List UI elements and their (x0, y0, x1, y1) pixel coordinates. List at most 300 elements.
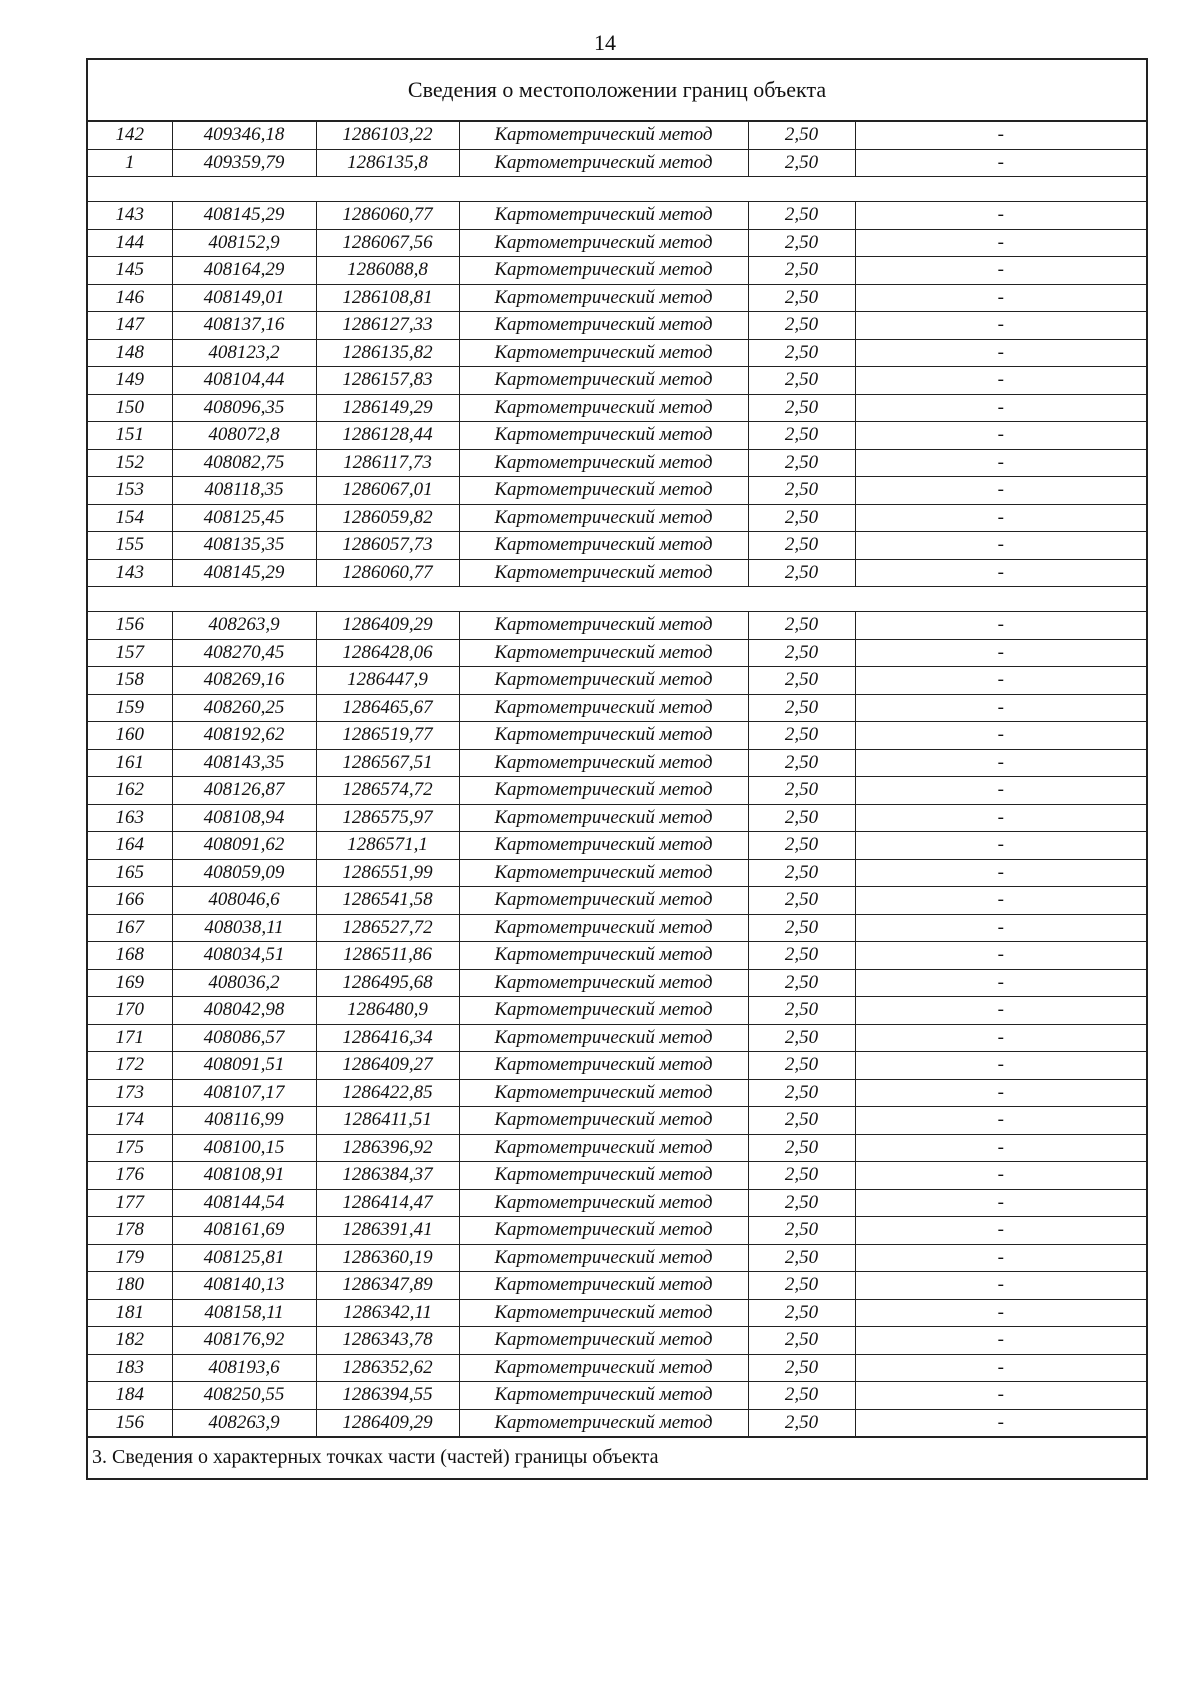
table-row (88, 832, 1146, 860)
description-cell: - (855, 559, 1146, 587)
y-coordinate-cell: 1286360,19 (316, 1244, 459, 1272)
method-cell: Картометрический метод (459, 559, 748, 587)
y-coordinate-cell: 1286117,73 (316, 449, 459, 477)
accuracy-cell: 2,50 (748, 749, 855, 777)
x-coordinate-cell: 408135,35 (172, 532, 316, 560)
y-coordinate-cell: 1286128,44 (316, 422, 459, 450)
y-coordinate-cell: 1286347,89 (316, 1272, 459, 1300)
table-row (88, 532, 1146, 560)
description-cell: - (855, 749, 1146, 777)
y-coordinate-cell: 1286414,47 (316, 1189, 459, 1217)
description-cell: - (855, 1052, 1146, 1080)
method-cell: Картометрический метод (459, 202, 748, 230)
method-cell: Картометрический метод (459, 284, 748, 312)
point-number-cell: 168 (88, 942, 172, 970)
y-coordinate-cell: 1286519,77 (316, 722, 459, 750)
x-coordinate-cell: 408125,45 (172, 504, 316, 532)
table-row (88, 1107, 1146, 1135)
accuracy-cell: 2,50 (748, 477, 855, 505)
point-number-cell: 156 (88, 1409, 172, 1437)
x-coordinate-cell: 408046,6 (172, 887, 316, 915)
accuracy-cell: 2,50 (748, 422, 855, 450)
accuracy-cell: 2,50 (748, 1217, 855, 1245)
table-row (88, 202, 1146, 230)
y-coordinate-cell: 1286103,22 (316, 122, 459, 150)
method-cell: Картометрический метод (459, 667, 748, 695)
y-coordinate-cell: 1286409,27 (316, 1052, 459, 1080)
table-row (88, 859, 1146, 887)
point-number-cell: 152 (88, 449, 172, 477)
point-number-cell: 149 (88, 367, 172, 395)
x-coordinate-cell: 408036,2 (172, 969, 316, 997)
x-coordinate-cell: 408263,9 (172, 1409, 316, 1437)
method-cell: Картометрический метод (459, 887, 748, 915)
point-number-cell: 166 (88, 887, 172, 915)
table-row (88, 422, 1146, 450)
description-cell: - (855, 312, 1146, 340)
method-cell: Картометрический метод (459, 149, 748, 177)
x-coordinate-cell: 408260,25 (172, 694, 316, 722)
y-coordinate-cell: 1286527,72 (316, 914, 459, 942)
method-cell: Картометрический метод (459, 1244, 748, 1272)
method-cell: Картометрический метод (459, 339, 748, 367)
method-cell: Картометрический метод (459, 1354, 748, 1382)
method-cell: Картометрический метод (459, 694, 748, 722)
x-coordinate-cell: 408086,57 (172, 1024, 316, 1052)
x-coordinate-cell: 408104,44 (172, 367, 316, 395)
point-number-cell: 1 (88, 149, 172, 177)
y-coordinate-cell: 1286411,51 (316, 1107, 459, 1135)
x-coordinate-cell: 408108,94 (172, 804, 316, 832)
x-coordinate-cell: 408034,51 (172, 942, 316, 970)
accuracy-cell: 2,50 (748, 149, 855, 177)
separator-cell (88, 177, 1146, 202)
x-coordinate-cell: 408038,11 (172, 914, 316, 942)
y-coordinate-cell: 1286571,1 (316, 832, 459, 860)
table-row (88, 749, 1146, 777)
x-coordinate-cell: 408123,2 (172, 339, 316, 367)
accuracy-cell: 2,50 (748, 394, 855, 422)
table-row (88, 997, 1146, 1025)
point-number-cell: 176 (88, 1162, 172, 1190)
point-number-cell: 156 (88, 612, 172, 640)
description-cell: - (855, 667, 1146, 695)
x-coordinate-cell: 408118,35 (172, 477, 316, 505)
table-row (88, 559, 1146, 587)
contour-separator-row (88, 587, 1146, 612)
description-cell: - (855, 532, 1146, 560)
point-number-cell: 164 (88, 832, 172, 860)
accuracy-cell: 2,50 (748, 804, 855, 832)
accuracy-cell: 2,50 (748, 887, 855, 915)
description-cell: - (855, 449, 1146, 477)
accuracy-cell: 2,50 (748, 449, 855, 477)
table-row (88, 1327, 1146, 1355)
point-number-cell: 167 (88, 914, 172, 942)
table-row (88, 612, 1146, 640)
point-number-cell: 147 (88, 312, 172, 340)
x-coordinate-cell: 408140,13 (172, 1272, 316, 1300)
point-number-cell: 157 (88, 639, 172, 667)
y-coordinate-cell: 1286396,92 (316, 1134, 459, 1162)
method-cell: Картометрический метод (459, 639, 748, 667)
description-cell: - (855, 1244, 1146, 1272)
point-number-cell: 169 (88, 969, 172, 997)
description-cell: - (855, 257, 1146, 285)
method-cell: Картометрический метод (459, 1299, 748, 1327)
description-cell: - (855, 694, 1146, 722)
description-cell: - (855, 1079, 1146, 1107)
table-row (88, 969, 1146, 997)
accuracy-cell: 2,50 (748, 1024, 855, 1052)
accuracy-cell: 2,50 (748, 1382, 855, 1410)
table-row (88, 229, 1146, 257)
point-number-cell: 142 (88, 122, 172, 150)
description-cell: - (855, 367, 1146, 395)
y-coordinate-cell: 1286067,56 (316, 229, 459, 257)
description-cell: - (855, 504, 1146, 532)
x-coordinate-cell: 408161,69 (172, 1217, 316, 1245)
description-cell: - (855, 777, 1146, 805)
description-cell: - (855, 1189, 1146, 1217)
table-row (88, 339, 1146, 367)
table-row (88, 1134, 1146, 1162)
description-cell: - (855, 1299, 1146, 1327)
accuracy-cell: 2,50 (748, 1272, 855, 1300)
x-coordinate-cell: 408144,54 (172, 1189, 316, 1217)
point-number-cell: 144 (88, 229, 172, 257)
method-cell: Картометрический метод (459, 1272, 748, 1300)
description-cell: - (855, 1217, 1146, 1245)
point-number-cell: 172 (88, 1052, 172, 1080)
description-cell: - (855, 639, 1146, 667)
method-cell: Картометрический метод (459, 859, 748, 887)
x-coordinate-cell: 408125,81 (172, 1244, 316, 1272)
table-title: Сведения о местоположении границ объекта (88, 60, 1146, 121)
y-coordinate-cell: 1286511,86 (316, 942, 459, 970)
accuracy-cell: 2,50 (748, 559, 855, 587)
accuracy-cell: 2,50 (748, 1299, 855, 1327)
accuracy-cell: 2,50 (748, 942, 855, 970)
x-coordinate-cell: 408091,62 (172, 832, 316, 860)
accuracy-cell: 2,50 (748, 969, 855, 997)
accuracy-cell: 2,50 (748, 1244, 855, 1272)
method-cell: Картометрический метод (459, 312, 748, 340)
point-number-cell: 160 (88, 722, 172, 750)
x-coordinate-cell: 408116,99 (172, 1107, 316, 1135)
x-coordinate-cell: 408270,45 (172, 639, 316, 667)
method-cell: Картометрический метод (459, 1079, 748, 1107)
description-cell: - (855, 722, 1146, 750)
point-number-cell: 180 (88, 1272, 172, 1300)
accuracy-cell: 2,50 (748, 832, 855, 860)
accuracy-cell: 2,50 (748, 504, 855, 532)
table-row (88, 1382, 1146, 1410)
description-cell: - (855, 942, 1146, 970)
method-cell: Картометрический метод (459, 1189, 748, 1217)
table-row (88, 1162, 1146, 1190)
point-number-cell: 143 (88, 559, 172, 587)
table-row (88, 122, 1146, 150)
y-coordinate-cell: 1286416,34 (316, 1024, 459, 1052)
x-coordinate-cell: 408059,09 (172, 859, 316, 887)
x-coordinate-cell: 408096,35 (172, 394, 316, 422)
y-coordinate-cell: 1286384,37 (316, 1162, 459, 1190)
x-coordinate-cell: 408042,98 (172, 997, 316, 1025)
section-3-heading: 3. Сведения о характерных точках части (частей) границы объекта (88, 1437, 1146, 1478)
point-number-cell: 153 (88, 477, 172, 505)
y-coordinate-cell: 1286088,8 (316, 257, 459, 285)
point-number-cell: 181 (88, 1299, 172, 1327)
accuracy-cell: 2,50 (748, 1107, 855, 1135)
x-coordinate-cell: 408192,62 (172, 722, 316, 750)
description-cell: - (855, 1327, 1146, 1355)
accuracy-cell: 2,50 (748, 312, 855, 340)
y-coordinate-cell: 1286447,9 (316, 667, 459, 695)
point-number-cell: 183 (88, 1354, 172, 1382)
point-number-cell: 177 (88, 1189, 172, 1217)
point-number-cell: 155 (88, 532, 172, 560)
accuracy-cell: 2,50 (748, 532, 855, 560)
y-coordinate-cell: 1286574,72 (316, 777, 459, 805)
method-cell: Картометрический метод (459, 477, 748, 505)
x-coordinate-cell: 408269,16 (172, 667, 316, 695)
y-coordinate-cell: 1286495,68 (316, 969, 459, 997)
table-row (88, 942, 1146, 970)
x-coordinate-cell: 409359,79 (172, 149, 316, 177)
accuracy-cell: 2,50 (748, 367, 855, 395)
x-coordinate-cell: 408145,29 (172, 202, 316, 230)
method-cell: Картометрический метод (459, 1217, 748, 1245)
description-cell: - (855, 422, 1146, 450)
accuracy-cell: 2,50 (748, 612, 855, 640)
accuracy-cell: 2,50 (748, 1052, 855, 1080)
accuracy-cell: 2,50 (748, 1079, 855, 1107)
point-number-cell: 161 (88, 749, 172, 777)
y-coordinate-cell: 1286352,62 (316, 1354, 459, 1382)
description-cell: - (855, 1134, 1146, 1162)
description-cell: - (855, 1107, 1146, 1135)
accuracy-cell: 2,50 (748, 859, 855, 887)
method-cell: Картометрический метод (459, 1134, 748, 1162)
method-cell: Картометрический метод (459, 1409, 748, 1437)
method-cell: Картометрический метод (459, 394, 748, 422)
x-coordinate-cell: 408158,11 (172, 1299, 316, 1327)
description-cell: - (855, 1382, 1146, 1410)
x-coordinate-cell: 408152,9 (172, 229, 316, 257)
x-coordinate-cell: 408143,35 (172, 749, 316, 777)
x-coordinate-cell: 408072,8 (172, 422, 316, 450)
description-cell: - (855, 612, 1146, 640)
x-coordinate-cell: 408082,75 (172, 449, 316, 477)
y-coordinate-cell: 1286343,78 (316, 1327, 459, 1355)
table-row (88, 477, 1146, 505)
description-cell: - (855, 832, 1146, 860)
method-cell: Картометрический метод (459, 1107, 748, 1135)
method-cell: Картометрический метод (459, 942, 748, 970)
point-number-cell: 143 (88, 202, 172, 230)
method-cell: Картометрический метод (459, 257, 748, 285)
x-coordinate-cell: 408091,51 (172, 1052, 316, 1080)
y-coordinate-cell: 1286067,01 (316, 477, 459, 505)
table-row (88, 1409, 1146, 1437)
description-cell: - (855, 1272, 1146, 1300)
accuracy-cell: 2,50 (748, 202, 855, 230)
accuracy-cell: 2,50 (748, 777, 855, 805)
description-cell: - (855, 997, 1146, 1025)
description-cell: - (855, 887, 1146, 915)
description-cell: - (855, 477, 1146, 505)
table-row (88, 367, 1146, 395)
y-coordinate-cell: 1286567,51 (316, 749, 459, 777)
description-cell: - (855, 1409, 1146, 1437)
y-coordinate-cell: 1286342,11 (316, 1299, 459, 1327)
point-number-cell: 163 (88, 804, 172, 832)
separator-cell (88, 587, 1146, 612)
description-cell: - (855, 804, 1146, 832)
method-cell: Картометрический метод (459, 367, 748, 395)
point-number-cell: 182 (88, 1327, 172, 1355)
x-coordinate-cell: 408193,6 (172, 1354, 316, 1382)
x-coordinate-cell: 408176,92 (172, 1327, 316, 1355)
accuracy-cell: 2,50 (748, 997, 855, 1025)
description-cell: - (855, 122, 1146, 150)
description-cell: - (855, 149, 1146, 177)
y-coordinate-cell: 1286409,29 (316, 1409, 459, 1437)
method-cell: Картометрический метод (459, 612, 748, 640)
method-cell: Картометрический метод (459, 1382, 748, 1410)
table-row (88, 914, 1146, 942)
table-row (88, 1052, 1146, 1080)
method-cell: Картометрический метод (459, 832, 748, 860)
y-coordinate-cell: 1286428,06 (316, 639, 459, 667)
accuracy-cell: 2,50 (748, 694, 855, 722)
accuracy-cell: 2,50 (748, 229, 855, 257)
description-cell: - (855, 394, 1146, 422)
table-row (88, 777, 1146, 805)
accuracy-cell: 2,50 (748, 1162, 855, 1190)
table-row (88, 1079, 1146, 1107)
x-coordinate-cell: 408250,55 (172, 1382, 316, 1410)
table-row (88, 722, 1146, 750)
table-row (88, 284, 1146, 312)
accuracy-cell: 2,50 (748, 257, 855, 285)
description-cell: - (855, 229, 1146, 257)
table-row (88, 887, 1146, 915)
point-number-cell: 170 (88, 997, 172, 1025)
description-cell: - (855, 339, 1146, 367)
method-cell: Картометрический метод (459, 914, 748, 942)
y-coordinate-cell: 1286149,29 (316, 394, 459, 422)
y-coordinate-cell: 1286127,33 (316, 312, 459, 340)
method-cell: Картометрический метод (459, 229, 748, 257)
y-coordinate-cell: 1286541,58 (316, 887, 459, 915)
table-row (88, 312, 1146, 340)
y-coordinate-cell: 1286060,77 (316, 559, 459, 587)
point-number-cell: 178 (88, 1217, 172, 1245)
method-cell: Картометрический метод (459, 532, 748, 560)
description-cell: - (855, 914, 1146, 942)
table-row (88, 804, 1146, 832)
point-number-cell: 171 (88, 1024, 172, 1052)
method-cell: Картометрический метод (459, 997, 748, 1025)
point-number-cell: 175 (88, 1134, 172, 1162)
coordinates-table (88, 121, 1146, 1437)
x-coordinate-cell: 408107,17 (172, 1079, 316, 1107)
point-number-cell: 165 (88, 859, 172, 887)
accuracy-cell: 2,50 (748, 1409, 855, 1437)
table-row (88, 667, 1146, 695)
y-coordinate-cell: 1286409,29 (316, 612, 459, 640)
description-cell: - (855, 202, 1146, 230)
y-coordinate-cell: 1286060,77 (316, 202, 459, 230)
y-coordinate-cell: 1286422,85 (316, 1079, 459, 1107)
point-number-cell: 173 (88, 1079, 172, 1107)
table-row (88, 1189, 1146, 1217)
accuracy-cell: 2,50 (748, 639, 855, 667)
y-coordinate-cell: 1286551,99 (316, 859, 459, 887)
accuracy-cell: 2,50 (748, 1189, 855, 1217)
table-row (88, 504, 1146, 532)
method-cell: Картометрический метод (459, 969, 748, 997)
method-cell: Картометрический метод (459, 1052, 748, 1080)
point-number-cell: 148 (88, 339, 172, 367)
x-coordinate-cell: 408263,9 (172, 612, 316, 640)
table-row (88, 394, 1146, 422)
method-cell: Картометрический метод (459, 422, 748, 450)
page-number: 14 (594, 30, 616, 55)
point-number-cell: 159 (88, 694, 172, 722)
accuracy-cell: 2,50 (748, 667, 855, 695)
x-coordinate-cell: 408149,01 (172, 284, 316, 312)
x-coordinate-cell: 408126,87 (172, 777, 316, 805)
accuracy-cell: 2,50 (748, 339, 855, 367)
method-cell: Картометрический метод (459, 1024, 748, 1052)
method-cell: Картометрический метод (459, 777, 748, 805)
accuracy-cell: 2,50 (748, 1327, 855, 1355)
description-cell: - (855, 969, 1146, 997)
y-coordinate-cell: 1286057,73 (316, 532, 459, 560)
y-coordinate-cell: 1286135,8 (316, 149, 459, 177)
method-cell: Картометрический метод (459, 122, 748, 150)
method-cell: Картометрический метод (459, 722, 748, 750)
accuracy-cell: 2,50 (748, 284, 855, 312)
contour-separator-row (88, 177, 1146, 202)
description-cell: - (855, 1162, 1146, 1190)
accuracy-cell: 2,50 (748, 122, 855, 150)
accuracy-cell: 2,50 (748, 1354, 855, 1382)
description-cell: - (855, 1024, 1146, 1052)
x-coordinate-cell: 409346,18 (172, 122, 316, 150)
y-coordinate-cell: 1286394,55 (316, 1382, 459, 1410)
table-row (88, 1299, 1146, 1327)
point-number-cell: 162 (88, 777, 172, 805)
x-coordinate-cell: 408108,91 (172, 1162, 316, 1190)
x-coordinate-cell: 408137,16 (172, 312, 316, 340)
boundary-table-sheet (86, 58, 1148, 1480)
point-number-cell: 151 (88, 422, 172, 450)
table-row (88, 639, 1146, 667)
accuracy-cell: 2,50 (748, 722, 855, 750)
description-cell: - (855, 859, 1146, 887)
method-cell: Картометрический метод (459, 1162, 748, 1190)
y-coordinate-cell: 1286465,67 (316, 694, 459, 722)
point-number-cell: 158 (88, 667, 172, 695)
table-row (88, 1024, 1146, 1052)
y-coordinate-cell: 1286391,41 (316, 1217, 459, 1245)
point-number-cell: 145 (88, 257, 172, 285)
y-coordinate-cell: 1286108,81 (316, 284, 459, 312)
